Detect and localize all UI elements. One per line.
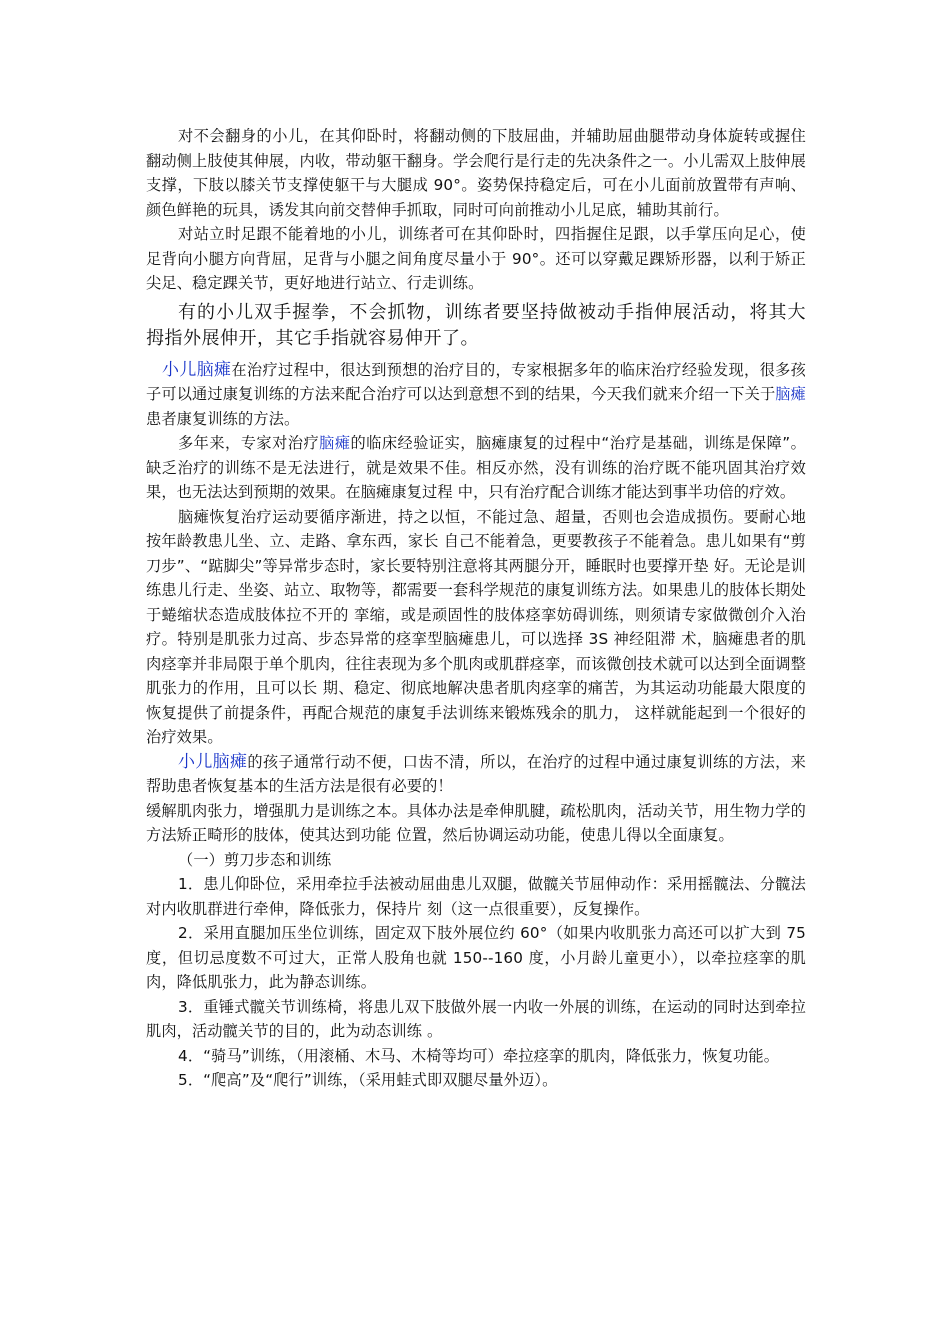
paragraph-experience-text-a: 多年来，专家对治疗 (178, 434, 320, 452)
paragraph-intro-text-a: 在治疗过程中，很达到预想的治疗目的，专家根据多年的临床治疗经验发现，很多孩子可以通过康复训练的方法来配合治疗可以达到意想不到的结果，今天我们就来介绍一下关于 (146, 360, 806, 403)
paragraph-intro (146, 358, 806, 432)
section-heading-scissor-gait: （一）剪刀步态和训练 (178, 850, 332, 869)
list-item-5: 5．“爬高”及“爬行”训练，（采用蛙式即双腿尽量外迈）。 (178, 1071, 558, 1089)
paragraph-heel-training: 对站立时足跟不能着地的小儿，训练者可在其仰卧时，四指握住足跟，以手掌压向足心，使足背向小腿方向背屈，足背与小腿之间角度尽量小于 90°。还可以穿戴足踝矫形器，以利于矫正尖足、稳定踝关节，更好地进行站立、行走训练。 (146, 225, 806, 292)
list-item-2: 2．采用直腿加压坐位训练，固定双下肢外展位约 60°（如果内收肌张力高还可以扩大到 75 度，但切忌度数不可过大，正常人股角也就 150--160 度，小月龄儿童更小），以牵拉痉挛的肌肉，降低肌张力，此为静态训练。 (146, 924, 806, 991)
paragraph-experience-text-b: 的临床经验证实，脑瘫康复的过程中“治疗是基础，训练是保障”。 缺乏治疗的训练不是无法进行，就是效果不佳。相反亦然，没有训练的治疗既不能巩固其治疗效果，也无法达到预期的效果。在脑瘫康复过程 中，只有治疗配合训练才能达到事半功倍的疗效。 (146, 434, 806, 501)
paragraph-intro-text-b: 患者康复训练的方法。 (146, 409, 300, 428)
document-body (146, 124, 806, 1093)
list-item-3: 3．重锤式髋关节训练椅，将患儿双下肢做外展一内收一外展的训练，在运动的同时达到牵拉肌肉，活动髋关节的目的，此为动态训练 。 (146, 997, 806, 1040)
list-item-4: 4．“骑马”训练，（用滚桶、木马、木椅等均可）牵拉痉挛的肌肉，降低张力，恢复功能。 (178, 1046, 780, 1065)
paragraph-finger-training: 有的小儿双手握拳，不会抓物，训练者要坚持做被动手指伸展活动，将其大拇指外展伸开，其它手指就容易伸开了。 (146, 301, 806, 349)
list-item-1: 1．患儿仰卧位，采用牵拉手法被动屈曲患儿双腿，做髋关节屈伸动作：采用摇髋法、分髋法对内收肌群进行牵伸，降低张力，保持片 刻（这一点很重要），反复操作。 (146, 875, 806, 918)
paragraph-rolling-training: 对不会翻身的小儿，在其仰卧时，将翻动侧的下肢屈曲，并辅助屈曲腿带动身体旋转或握住翻动侧上肢使其伸展，内收，带动躯干翻身。学会爬行是行走的先决条件之一。小儿需双上肢伸展支撑，下肢以膝关节支撑使躯干与大腿成 90°。姿势保持稳定后，可在小儿面前放置带有声响、颜色鲜艳的玩具，诱发其向前交替伸手抓取，同时可向前推动小儿足底，辅助其前行。 (146, 127, 806, 219)
paragraph-experience (146, 431, 806, 505)
paragraph-daily-life (146, 750, 806, 799)
paragraph-daily-life-text: 的孩子通常行动不便，口齿不清，所以，在治疗的过程中通过康复训练的方法，来帮助患者恢复基本的生活方法是很有必要的！ (146, 752, 806, 795)
link-cp[interactable]: 脑瘫 (775, 385, 806, 403)
link-pediatric-cp[interactable]: 小儿脑瘫 (162, 359, 232, 380)
paragraph-muscle-tension: 缓解肌肉张力，增强肌力是训练之本。具体办法是牵伸肌腱，疏松肌肉，活动关节，用生物力学的方法矫正畸形的肢体，使其达到功能 位置，然后协调运动功能，使患儿得以全面康复。 (146, 801, 806, 844)
link-cp-2[interactable]: 脑瘫 (319, 434, 351, 452)
link-pediatric-cp-2[interactable]: 小儿脑瘫 (178, 751, 248, 772)
paragraph-gradual-therapy: 脑瘫恢复治疗运动要循序渐进，持之以恒，不能过急、超量，否则也会造成损伤。要耐心地按年龄教患儿坐、立、走路、拿东西，家长 自己不能着急，更要教孩子不能着急。患儿如果有“剪刀步”、“踮脚尖”等异常步态时，家长要特别注意将其两腿分开，睡眠时也要撑开垫 好。无论是训练患儿行走、坐姿、站立、取物等，都需要一套科学规范的康复训练方法。如果患儿的肢体长期处于蜷缩状态造成肢体拉不开的 挛缩，或是顽固性的肢体痉挛妨碍训练，则须请专家做微创介入治疗。特别是肌张力过高、步态异常的痉挛型脑瘫患儿，可以选择 3S 神经阻滞 术，脑瘫患者的肌肉痉挛并非局限于单个肌肉，往往表现为多个肌肉或肌群痉挛，而该微创技术就可以达到全面调整肌张力的作用，且可以长 期、稳定、彻底地解决患者肌肉痉挛的痛苦，为其运动功能最大限度的恢复提供了前提条件，再配合规范的康复手法训练来锻炼残余的肌力， 这样就能起到一个很好的治疗效果。 (146, 507, 806, 746)
